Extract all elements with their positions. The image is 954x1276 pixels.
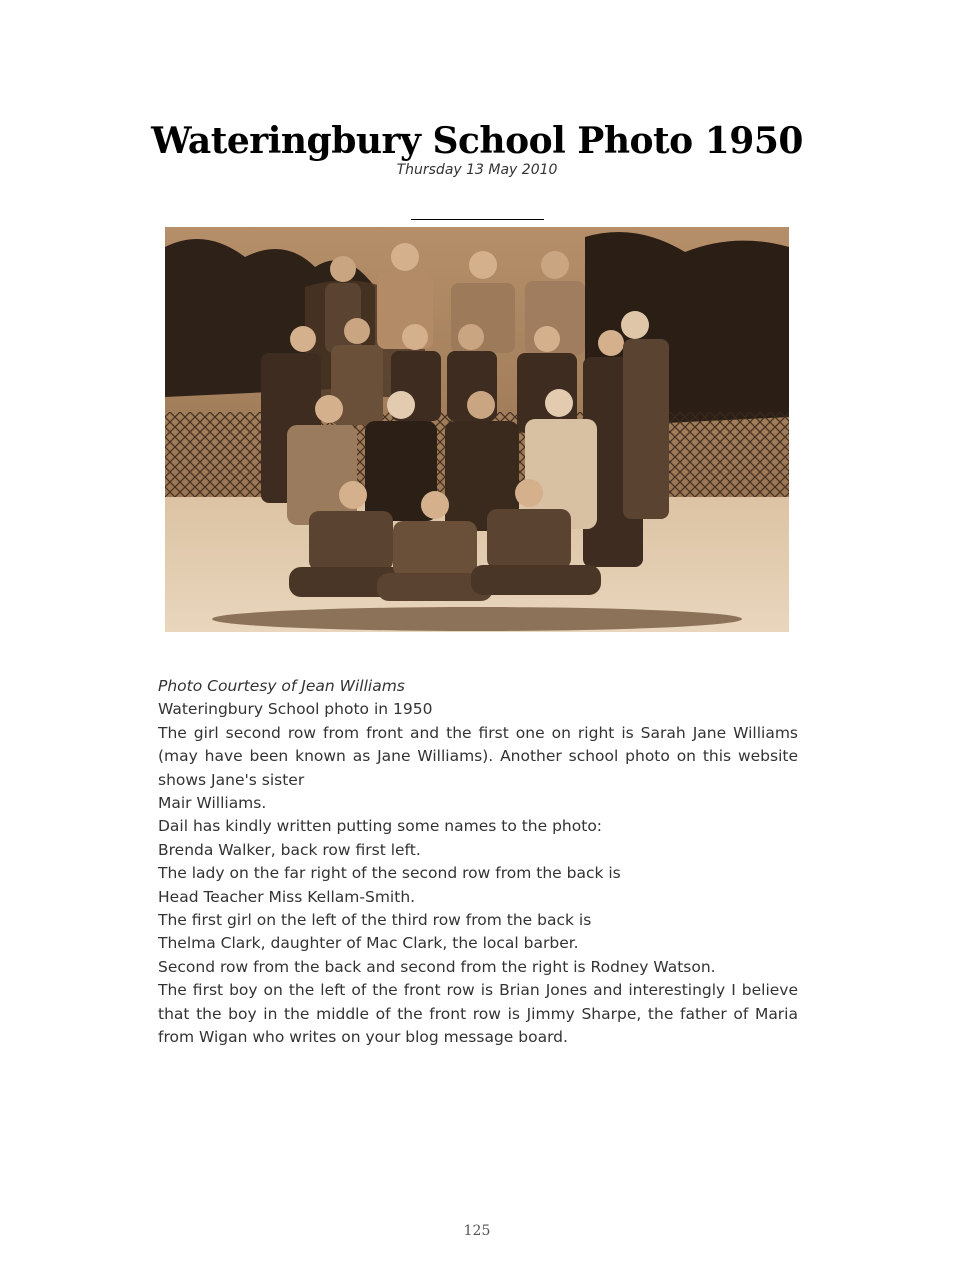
body-paragraph: Dail has kindly written putting some names to the photo: (158, 817, 603, 836)
page-number: 125 (463, 1223, 491, 1239)
body-paragraph: Brenda Walker, back row first left. (158, 840, 421, 859)
body-paragraph: The girl second row from front and the first one on right is Sarah Jane Williams (may have been known as Jane Williams). Another school photo on this website shows Jane's sister (158, 723, 798, 789)
divider (411, 219, 544, 220)
body-paragraph: Head Teacher Miss Kellam-Smith. (158, 887, 416, 906)
article-body (158, 675, 798, 1050)
school-group-photo (165, 227, 789, 632)
photo-caption: Photo Courtesy of Jean Williams (158, 677, 405, 695)
body-paragraph: Mair Williams. (158, 794, 267, 813)
post-date: Thursday 13 May 2010 (396, 162, 558, 178)
body-paragraph: The first girl on the left of the third row from the back is (158, 911, 592, 930)
page-title: Wateringbury School Photo 1950 (151, 120, 803, 162)
body-paragraph: Wateringbury School photo in 1950 (158, 700, 433, 719)
body-paragraph: The first boy on the left of the front row is Brian Jones and interestingly I believe that the boy in the middle of the front row is Jimmy Sharpe, the father of Maria from Wigan who writes on your blog message board. (158, 981, 798, 1047)
body-paragraph: The lady on the far right of the second row from the back is (158, 864, 621, 883)
body-paragraph: Thelma Clark, daughter of Mac Clark, the local barber. (158, 934, 579, 953)
body-paragraph: Second row from the back and second from the right is Rodney Watson. (158, 957, 716, 976)
